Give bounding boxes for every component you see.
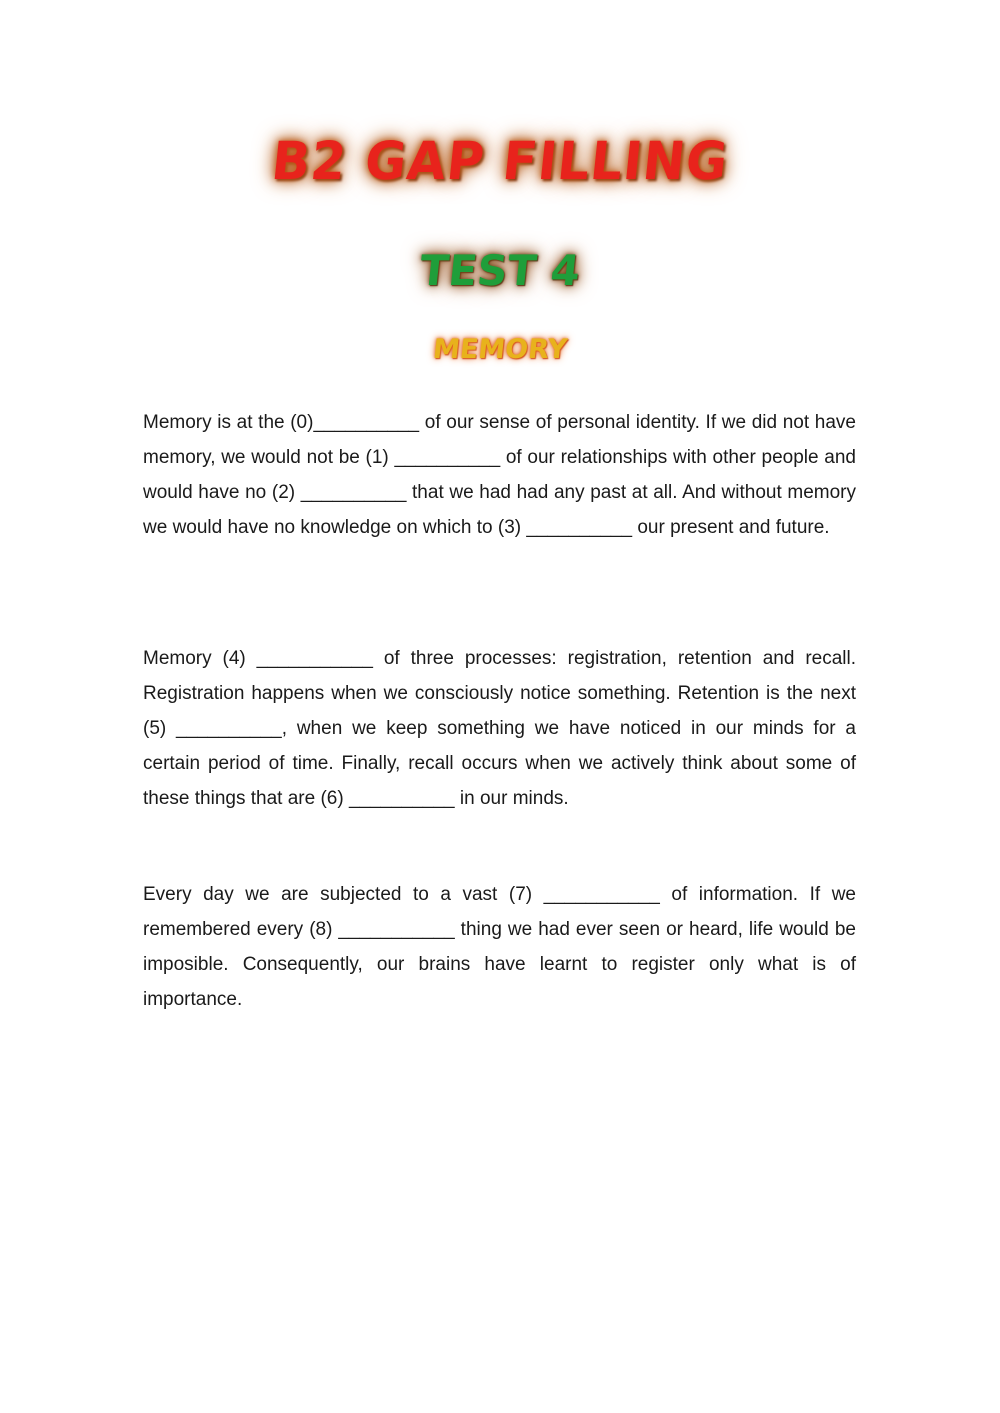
paragraph-3: Every day we are subjected to a vast (7) ___________ of information. If we remembered every (8) ___________ thing we had ever seen or heard, life would be imposible. Consequently, our brains have learnt to register only what is of importance. xyxy=(143,884,856,1010)
paragraph-1: Memory is at the (0)__________ of our sense of personal identity. If we did not have memory, we would not be (1) __________ of our relationships with other people and would have no (2) __________ that we had had any past at all. And without memory we would have no knowledge on which to (3) __________ our present and future. xyxy=(143,412,856,538)
worksheet-title: B2 GAP FILLING xyxy=(268,130,732,192)
paragraph-2: Memory (4) ___________ of three processes: registration, retention and recall. Registration happens when we consciously notice something. Retention is the next (5) __________, when we keep something we have noticed in our minds for a certain period of time. Finally, recall occurs when we actively think about some of these things that are (6) __________ in our minds. xyxy=(143,648,856,809)
topic-heading: MEMORY xyxy=(431,334,569,365)
test-number-heading: TEST 4 xyxy=(417,246,583,295)
